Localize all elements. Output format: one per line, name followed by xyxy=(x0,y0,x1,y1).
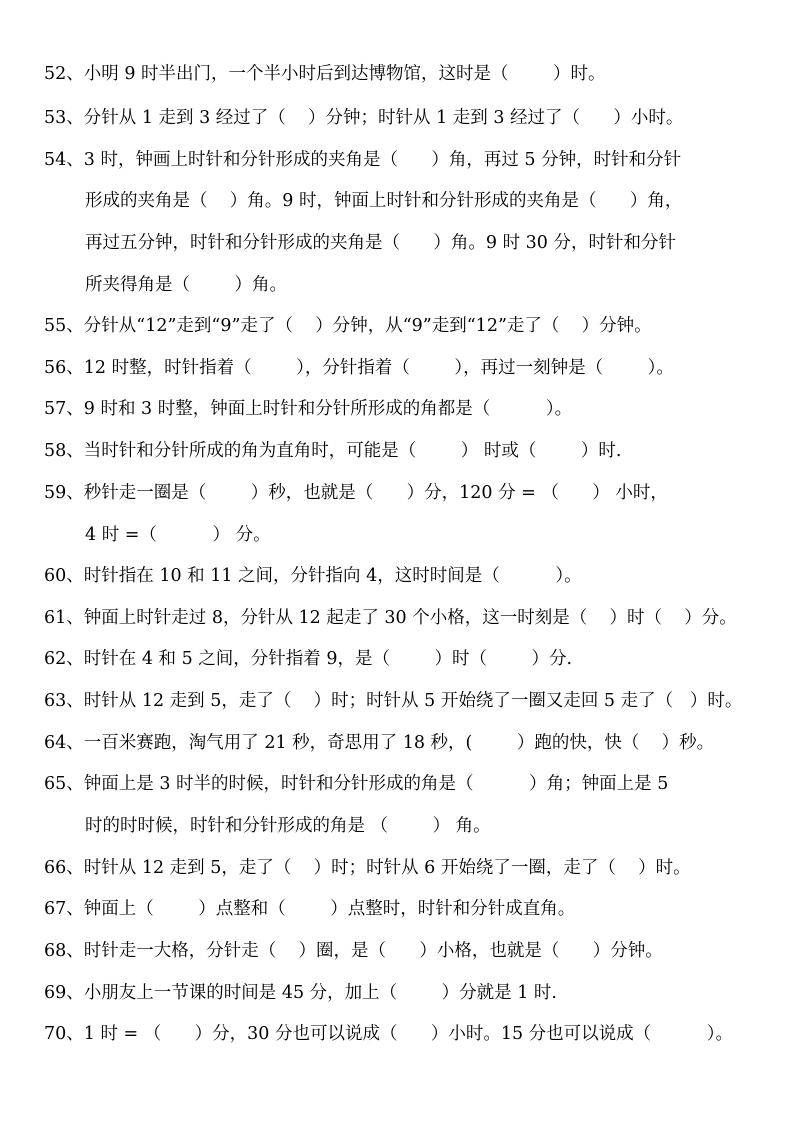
question-55: 55、分针从“12”走到“9”走了（ ）分钟，从“9”走到“12”走了（ ）分钟。 xyxy=(44,316,652,336)
question-62: 62、时针在 4 和 5 之间，分针指着 9，是（ ）时（ ）分. xyxy=(44,649,573,669)
question-54-line-4: 所夹得角是（ ）角。 xyxy=(85,275,288,295)
question-59: 59、秒针走一圈是（ ）秒，也就是（ ）分，120 分 = （ ） 小时， xyxy=(44,483,668,503)
question-54: 54、3 时，钟画上时针和分针形成的夹角是（ ）角，再过 5 分钟，时针和分针 xyxy=(44,150,682,170)
question-70: 70、1 时 = （ ）分，30 分也可以说成（ ）小时。15 分也可以说成（ ）。 xyxy=(44,1024,734,1044)
question-56: 56、12 时整，时针指着（ ），分针指着（ ），再过一刻钟是（ ）。 xyxy=(44,358,674,378)
question-69: 69、小朋友上一节课的时间是 45 分，加上（ ）分就是 1 时. xyxy=(44,983,557,1003)
question-65: 65、钟面上是 3 时半的时候，时针和分针形成的角是（ ）角；钟面上是 5 xyxy=(44,774,669,794)
question-52: 52、小明 9 时半出门，一个半小时后到达博物馆，这时是（ ）时。 xyxy=(44,64,606,84)
question-59-line-2: 4 时 =（ ） 分。 xyxy=(85,525,271,545)
question-61: 61、钟面上时针走过 8，分针从 12 起走了 30 个小格，这一时刻是（ ）时（ ）分。 xyxy=(44,608,737,628)
question-54-line-3: 再过五分钟，时针和分针形成的夹角是（ ）角。9 时 30 分，时针和分针 xyxy=(85,233,676,253)
question-67: 67、钟面上（ ）点整和（ ）点整时，时针和分针成直角。 xyxy=(44,899,576,919)
question-68: 68、时针走一大格，分针走（ ）圈，是（ ）小格，也就是（ ）分钟。 xyxy=(44,941,663,961)
question-65-line-2: 时的时时候，时针和分针形成的角是 （ ） 角。 xyxy=(85,816,491,836)
question-60: 60、时针指在 10 和 11 之间，分针指向 4，这时时间是（ ）。 xyxy=(44,566,582,586)
question-64: 64、一百米赛跑，淘气用了 21 秒，奇思用了 18 秒，( ）跑的快，快（ ）秒。 xyxy=(44,733,715,753)
question-54-line-2: 形成的夹角是（ ）角。9 时，钟面上时针和分针形成的夹角是（ ）角， xyxy=(85,191,683,211)
question-63: 63、时针从 12 走到 5，走了（ ）时；时针从 5 开始绕了一圈又走回 5 走了（ ）时。 xyxy=(44,691,743,711)
question-53: 53、分针从 1 走到 3 经过了（ ）分钟；时针从 1 走到 3 经过了（ ）小时。 xyxy=(44,108,684,128)
question-57: 57、9 时和 3 时整，钟面上时针和分针所形成的角都是（ ）。 xyxy=(44,399,573,419)
question-66: 66、时针从 12 走到 5，走了（ ）时；时针从 6 开始绕了一圈，走了（ ）时。 xyxy=(44,858,691,878)
question-58: 58、当时针和分针所成的角为直角时，可能是（ ） 时或（ ）时. xyxy=(44,441,622,461)
